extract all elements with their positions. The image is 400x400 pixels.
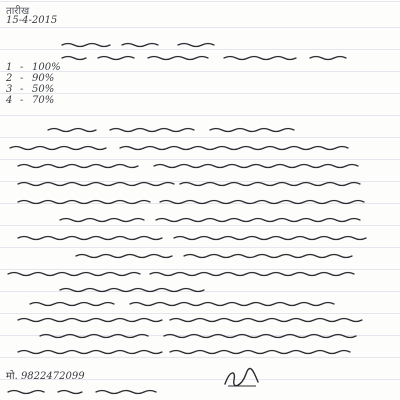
phone-number: 9822472099	[20, 371, 85, 382]
list-item-value: 100%	[32, 62, 61, 73]
letter-date: 15-4-2015	[6, 15, 58, 26]
phone-prefix: मो.	[6, 371, 18, 382]
signature-mark-icon	[222, 366, 262, 390]
list-item-number: 4	[6, 95, 13, 106]
ink-strokes	[8, 44, 366, 394]
footer-phone	[6, 368, 85, 382]
list-item-separator: -	[20, 62, 24, 73]
list-item-number: 1	[6, 62, 13, 73]
list-item-value: 50%	[32, 84, 55, 95]
list-item-number: 3	[6, 84, 13, 95]
list-item-value: 90%	[32, 73, 55, 84]
list-item-number: 2	[6, 73, 13, 84]
list-item-value: 70%	[32, 95, 55, 106]
list-item-separator: -	[20, 84, 24, 95]
list-item-separator: -	[20, 95, 24, 106]
list-item-separator: -	[20, 73, 24, 84]
date-field-label: तारीख	[6, 6, 30, 17]
